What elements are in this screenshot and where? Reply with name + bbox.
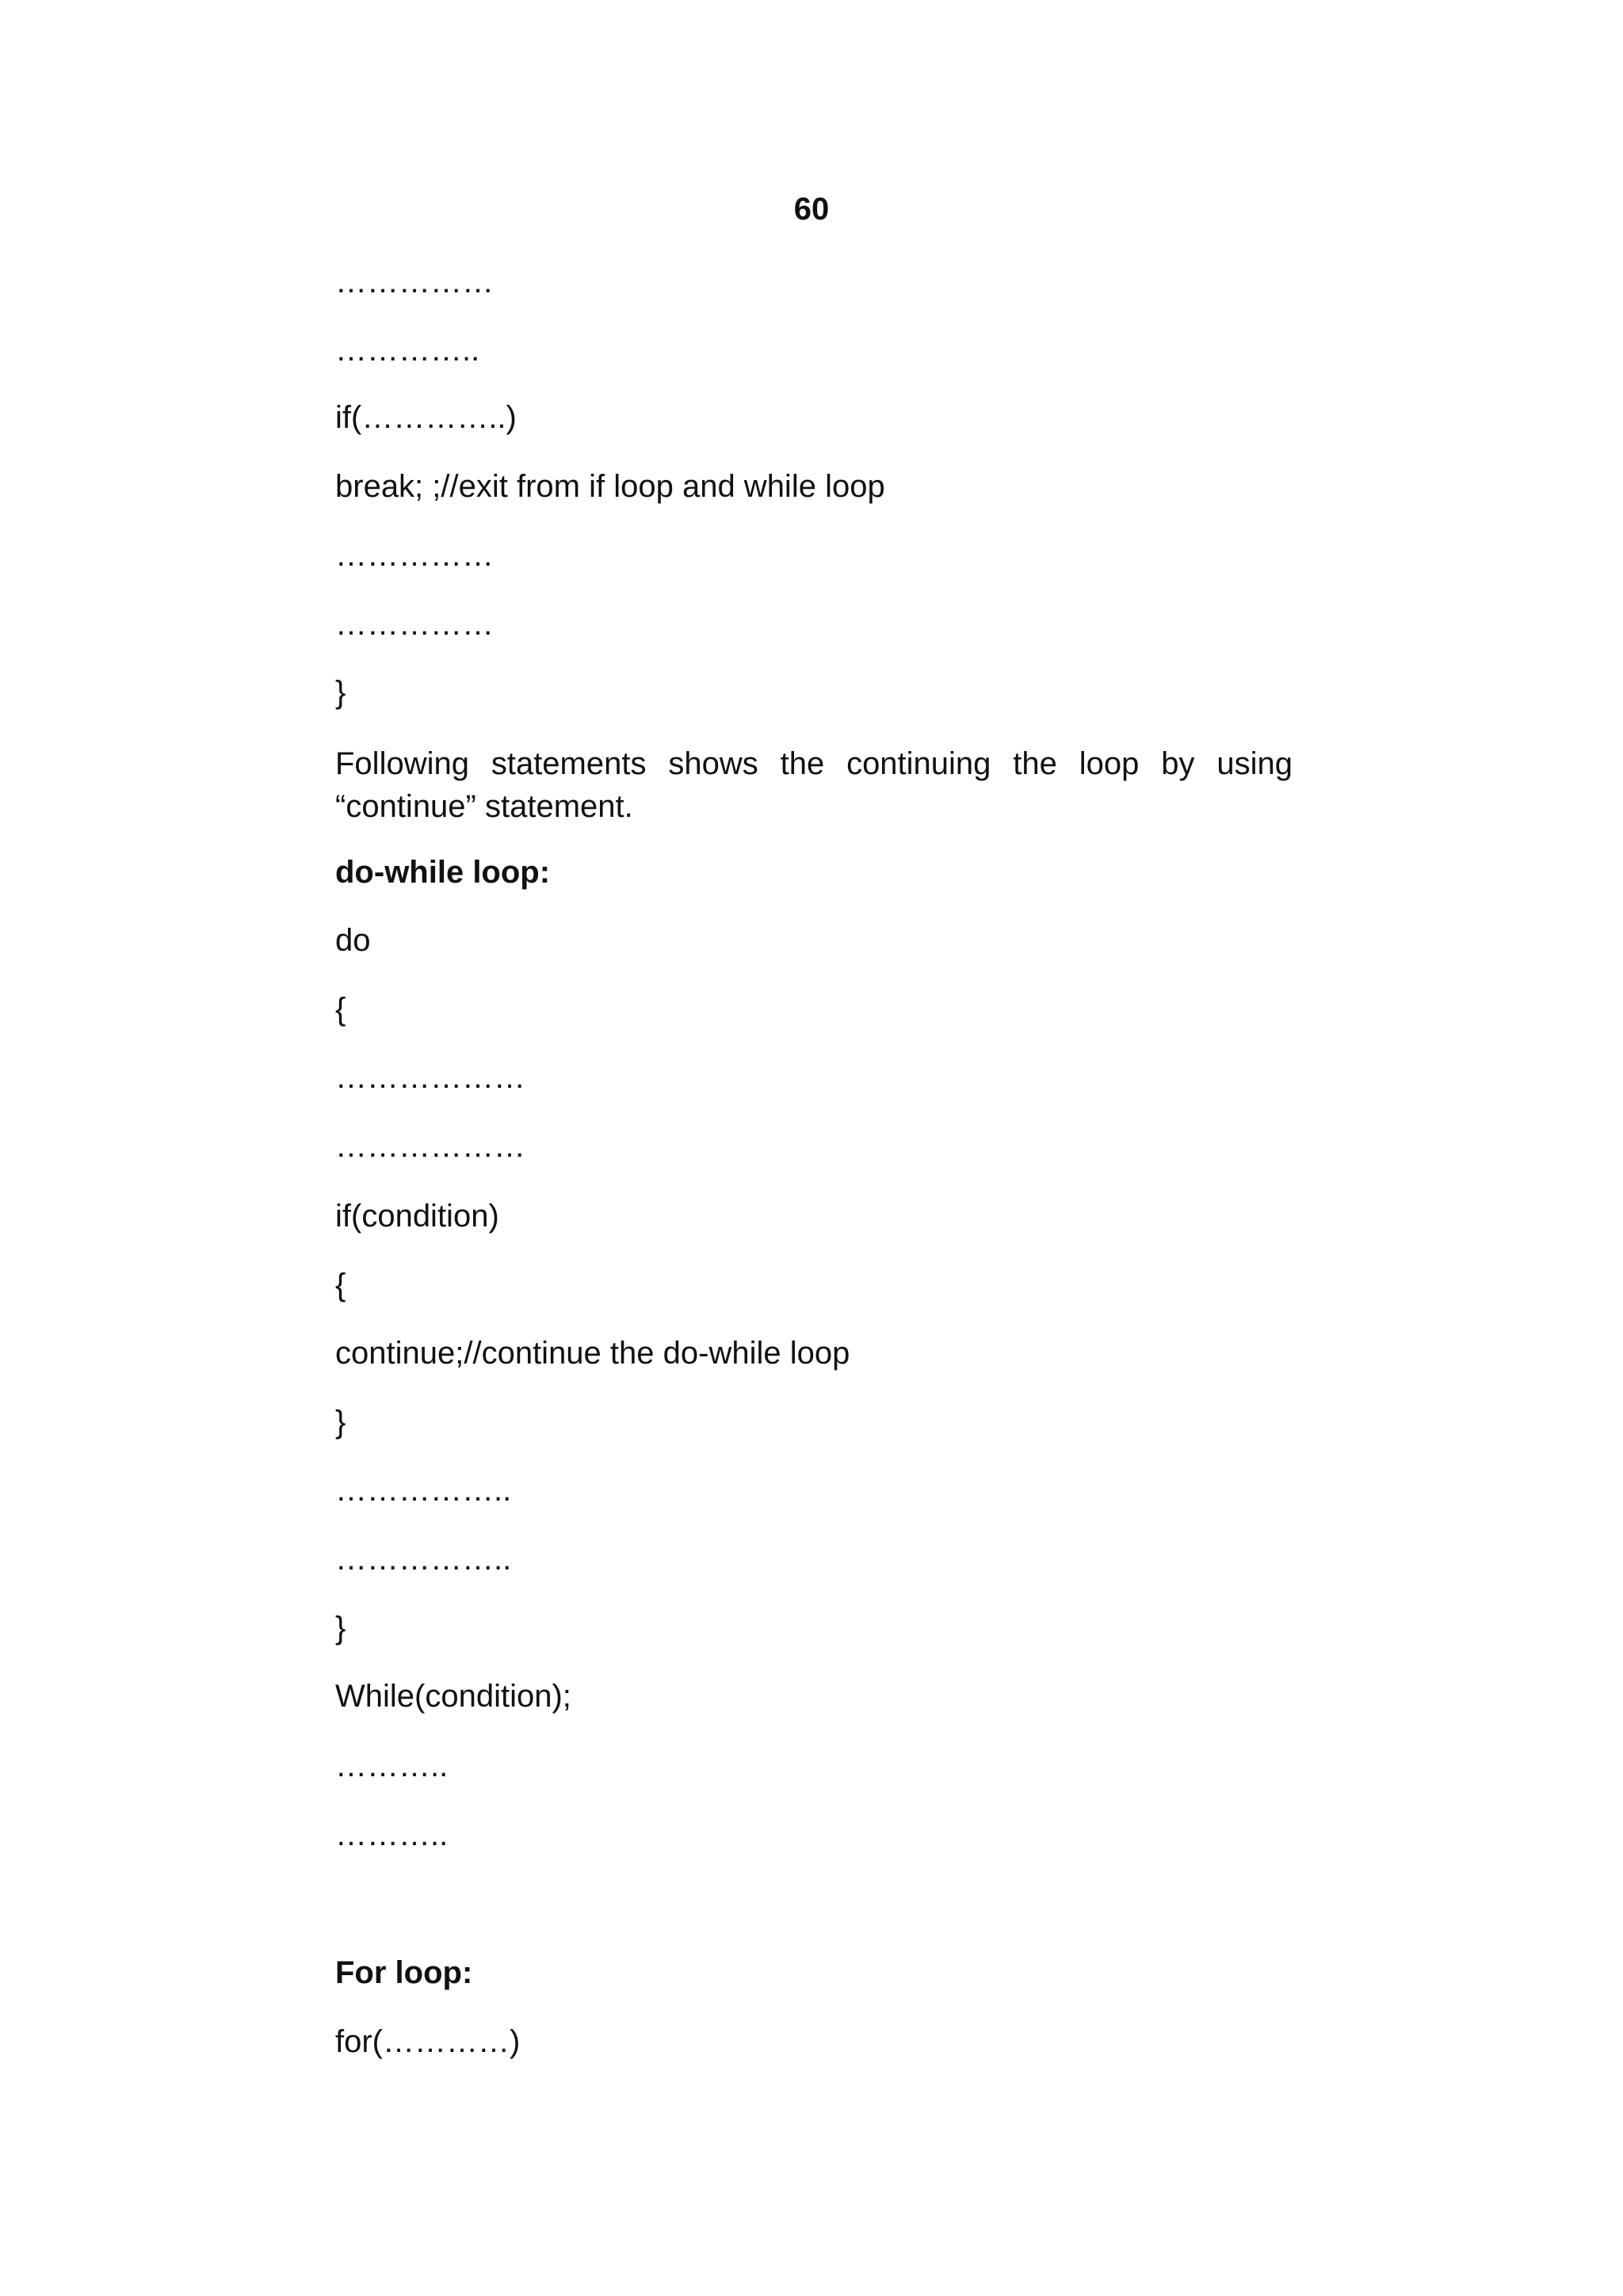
code-line: continue;//continue the do-while loop [335,1336,850,1371]
code-line: } [335,1611,346,1646]
code-line: { [335,992,346,1027]
code-line: …………… [335,607,494,642]
code-line: ……….. [335,1749,449,1783]
code-line: …………… [335,265,494,299]
code-line: if(condition) [335,1199,499,1234]
body-paragraph: Following statements shows the continuing the loop by using “continue” statement. [335,746,1293,824]
code-line: …………….. [335,1542,512,1577]
code-line: …………… [335,538,494,573]
code-line: } [335,675,346,710]
code-line: While(condition); [335,1679,571,1714]
code-line: for(…………) [335,2024,521,2059]
code-line: …………….. [335,1473,512,1508]
code-line: do [335,923,371,958]
code-line: } [335,1405,346,1440]
code-line: if(…………..) [335,400,517,435]
code-line: ………….. [335,333,480,368]
section-heading-do-while: do-while loop: [335,855,551,890]
page-number: 60 [793,192,830,227]
code-line: ……………… [335,1129,525,1164]
code-line: ……………… [335,1060,525,1095]
code-line: { [335,1268,346,1302]
code-line: break; ;//exit from if loop and while loop [335,469,885,504]
code-line: ……….. [335,1817,449,1852]
section-heading-for: For loop: [335,1955,473,1990]
